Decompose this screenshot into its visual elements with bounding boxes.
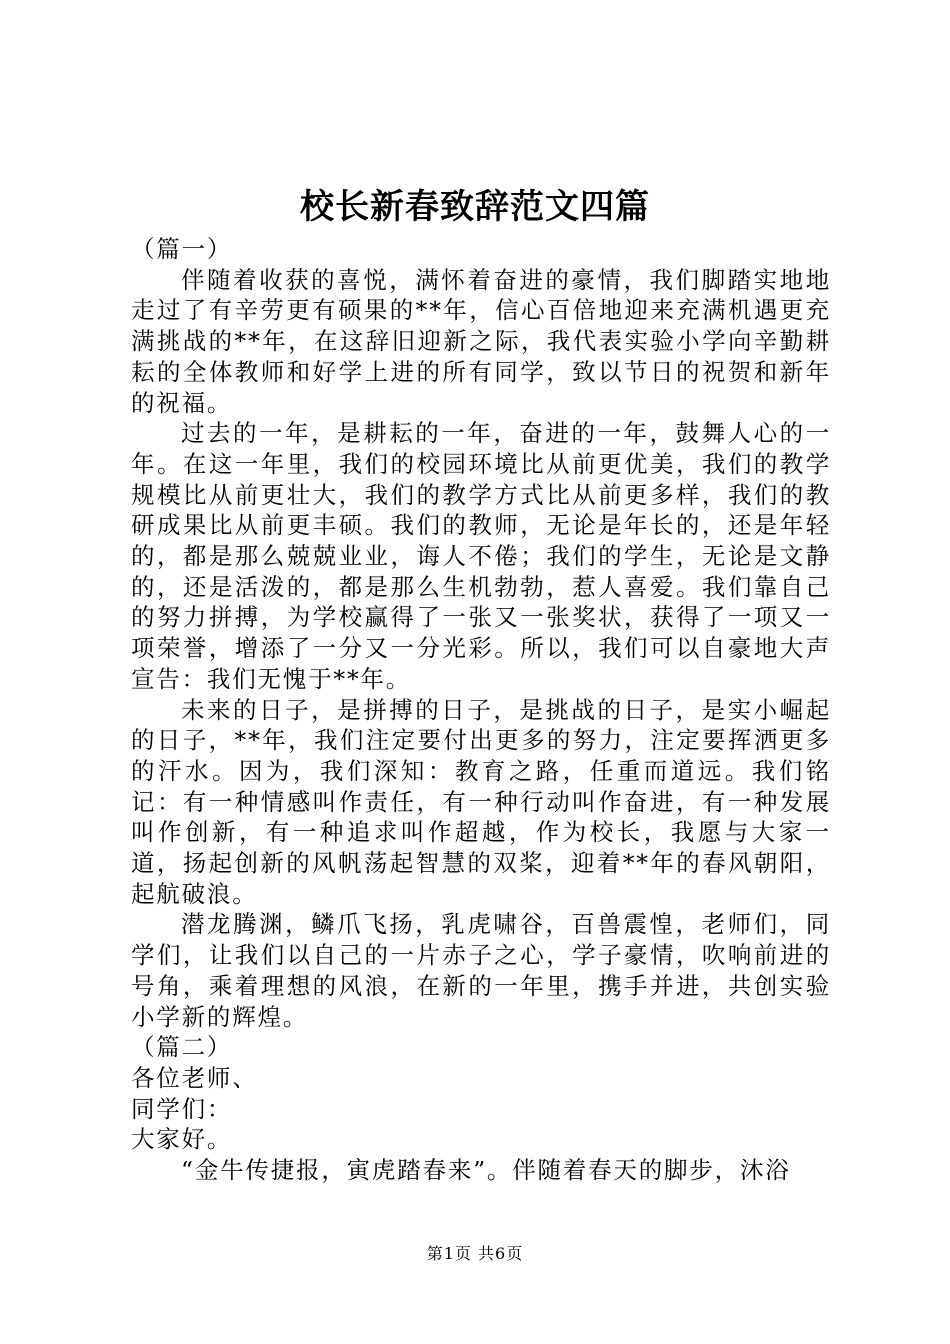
salutation-line: 各位老师、 bbox=[131, 1063, 258, 1092]
greeting-line: 大家好。 bbox=[131, 1125, 233, 1154]
section-label-2: （篇二） bbox=[131, 1033, 233, 1062]
paragraph: 伴随着收获的喜悦，满怀着奋进的豪情，我们脚踏实地地走过了有辛劳更有硕果的**年，信心百倍地迎来充满机遇更充满挑战的**年，在这辞旧迎新之际，我代表实验小学向辛勤耕耘的全体教师和好学上进的所有同学，致以节日的祝贺和新年的祝福。 bbox=[131, 265, 831, 417]
section-label-1: （篇一） bbox=[131, 235, 233, 263]
paragraph: 潜龙腾渊，鳞爪飞扬，乳虎啸谷，百兽震惶，老师们，同学们，让我们以自己的一片赤子之心，学子豪情，吹响前进的号角，乘着理想的风浪，在新的一年里，携手并进，共创实验小学新的辉煌。 bbox=[131, 910, 831, 1031]
paragraph: “金牛传捷报，寅虎踏春来”。伴随着春天的脚步，沐浴 bbox=[181, 1156, 791, 1185]
paragraph: 未来的日子，是拼搏的日子，是挑战的日子，是实小崛起的日子，**年，我们注定要付出更多的努力，注定要挥洒更多的汗水。因为，我们深知：教育之路，任重而道远。我们铭记：有一种情感叫作责任，有一种行动叫作奋进，有一种发展叫作创新，有一种追求叫作超越，作为校长，我愿与大家一道，扬起创新的风帆荡起智慧的双桨，迎着**年的春风朝阳，起航破浪。 bbox=[131, 695, 831, 908]
document-title: 校长新春致辞范文四篇 bbox=[300, 187, 650, 227]
document-body bbox=[131, 234, 831, 1186]
paragraph: 过去的一年，是耕耘的一年，奋进的一年，鼓舞人心的一年。在这一年里，我们的校园环境比从前更优美，我们的教学规模比从前更壮大，我们的教学方式比从前更多样，我们的教研成果比从前更丰硕。我们的教师，无论是年长的，还是年轻的，都是那么兢兢业业，诲人不倦；我们的学生，无论是文静的，还是活泼的，都是那么生机勃勃，惹人喜爱。我们靠自己的努力拼搏，为学校赢得了一张又一张奖状，获得了一项又一项荣誉，增添了一分又一分光彩。所以，我们可以自豪地大声宣告：我们无愧于**年。 bbox=[131, 419, 831, 693]
page-number: 第1页 共6页 bbox=[426, 1244, 524, 1263]
salutation-line: 同学们： bbox=[131, 1094, 233, 1123]
